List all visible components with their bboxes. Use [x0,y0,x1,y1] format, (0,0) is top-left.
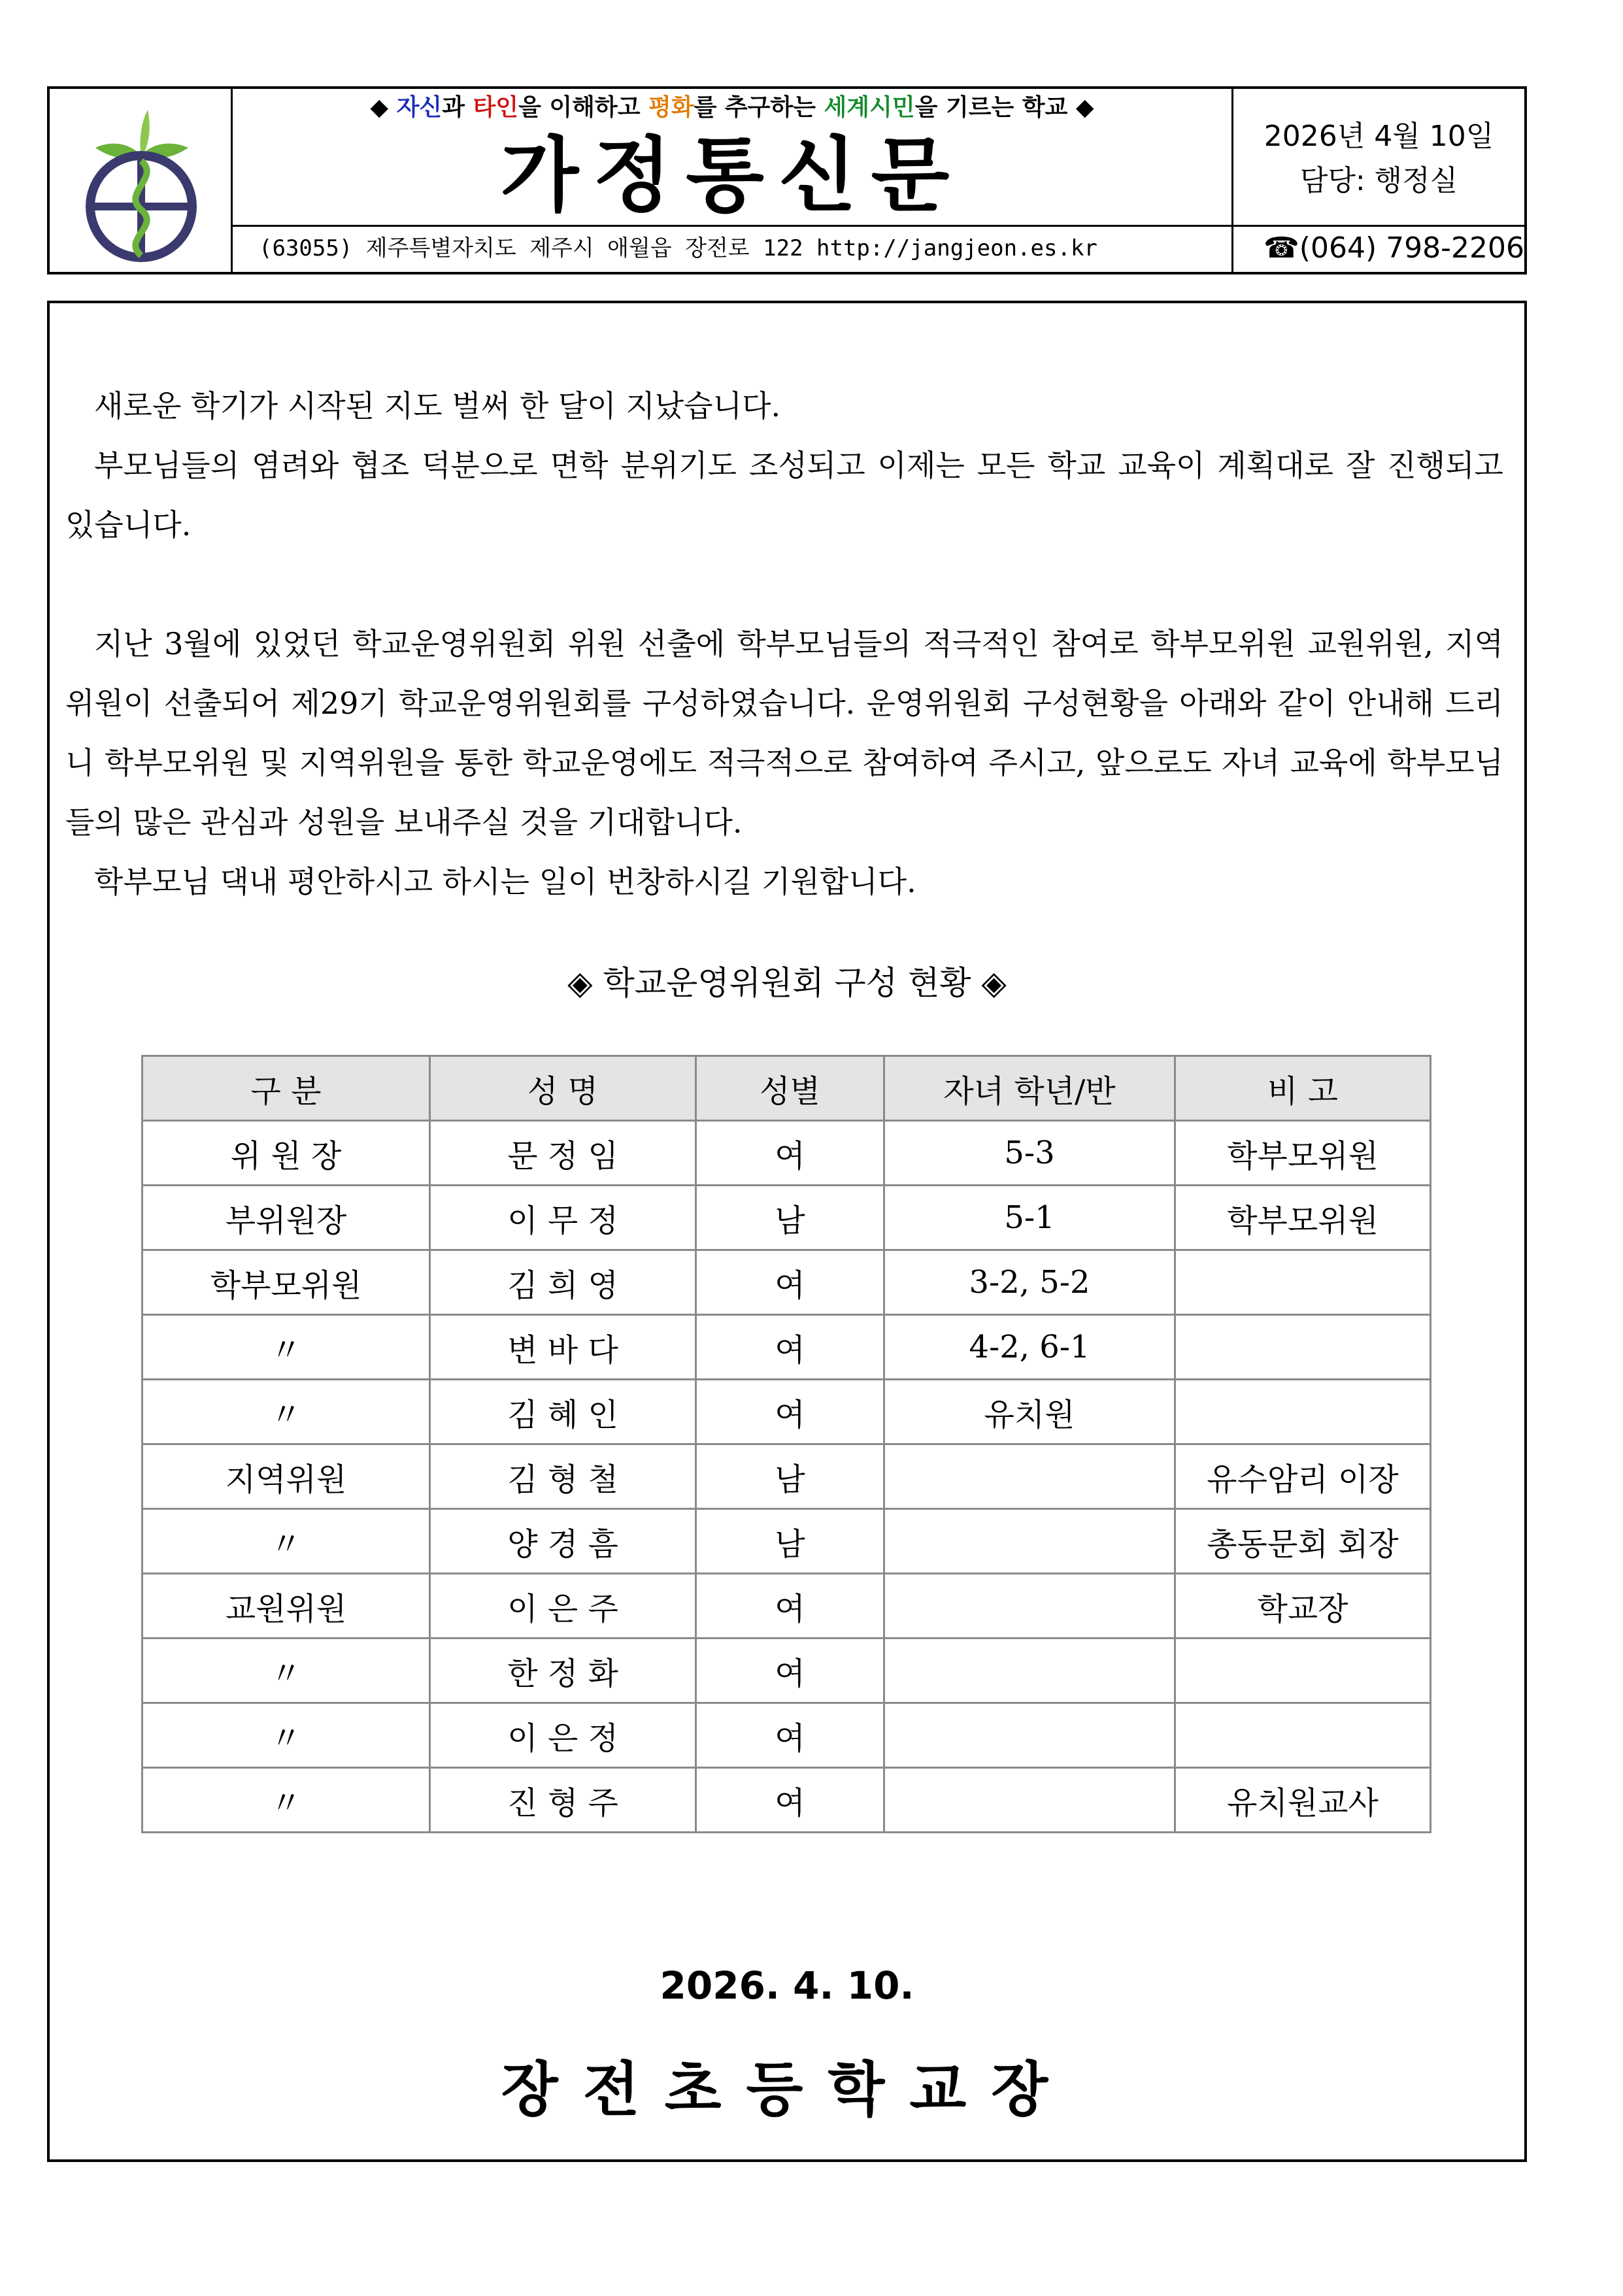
table-row [142,1444,1431,1509]
cell-gender: 여 [696,1768,884,1833]
cell-category: 교원위원 [142,1574,430,1639]
cell-gender: 남 [696,1444,884,1509]
cell-name: 김 희 영 [430,1250,696,1315]
cell-category: 위 원 장 [142,1121,430,1186]
table-row [142,1186,1431,1250]
cell-category: 지역위원 [142,1444,430,1509]
table-title: ◈ 학교운영위원회 구성 현황 ◈ [567,964,1007,1002]
motto-text-3: 를 추구하는 [694,94,824,121]
cell-category: 〃 [142,1315,430,1380]
cell-child-class: 5-3 [884,1121,1175,1186]
paragraph-4: 학부모님 댁내 평안하시고 하시는 일이 번창하시길 기원합니다. [94,864,916,899]
cell-remarks: 학부모위원 [1175,1186,1431,1250]
cell-remarks: 유수암리 이장 [1175,1444,1431,1509]
cell-name: 진 형 주 [430,1768,696,1833]
cell-remarks [1175,1639,1431,1703]
motto-word-peace: 평화 [648,94,694,121]
header-child-class: 자녀 학년/반 [884,1056,1175,1121]
cell-gender: 여 [696,1121,884,1186]
cell-category: 부위원장 [142,1186,430,1250]
table-row [142,1380,1431,1444]
cell-gender: 남 [696,1509,884,1574]
cell-child-class [884,1768,1175,1833]
cell-category: 〃 [142,1639,430,1703]
cell-gender: 여 [696,1380,884,1444]
paragraph-2: 부모님들의 염려와 협조 덕분으로 면학 분위기도 조성되고 이제는 모든 학교 교육이 계획대로 잘 진행되고 있습니다. [65,448,1503,542]
cell-child-class: 5-1 [884,1186,1175,1250]
motto-word-global-citizen: 세계시민 [824,94,915,121]
table-row [142,1768,1431,1833]
paragraph-3: 지난 3월에 있었던 학교운영위원회 위원 선출에 학부모님들의 적극적인 참여로 학부모위원 교원위원, 지역위원이 선출되어 제29기 학교운영위원회를 구성하였습니다. 운영위원회 구성현황을 아래와 같이 안내해 드리니 학부모위원 및 지역위원을 통한 학교운영에도 적극적으로 참여하여 주시고, 앞으로도 자녀 교육에 학부모님들의 많은 관심과 성원을 보내주실 것을 기대합니다. [65,626,1503,840]
cell-name: 문 정 임 [430,1121,696,1186]
cell-child-class: 3-2, 5-2 [884,1250,1175,1315]
letter-body [47,301,1527,2162]
signature-name: 장전초등학교장 [501,2055,1073,2124]
motto-lead: ◆ [370,94,397,121]
cell-child-class [884,1639,1175,1703]
school-phone: ☎(064) 798-2206 [1231,225,1524,272]
cell-child-class [884,1703,1175,1768]
cell-category: 〃 [142,1768,430,1833]
table-header-row [142,1056,1431,1121]
cell-category: 〃 [142,1509,430,1574]
cell-remarks: 학부모위원 [1175,1121,1431,1186]
table-row [142,1315,1431,1380]
cell-child-class [884,1444,1175,1509]
cell-remarks [1175,1703,1431,1768]
cell-name: 양 경 흠 [430,1509,696,1574]
cell-name: 이 무 정 [430,1186,696,1250]
cell-remarks [1175,1250,1431,1315]
cell-child-class: 4-2, 6-1 [884,1315,1175,1380]
school-logo-icon [76,95,207,265]
cell-category: 학부모위원 [142,1250,430,1315]
date-cell [1231,89,1524,225]
issue-date: 2026년 4월 10일 [1263,120,1494,153]
motto-text-2: 을 이해하고 [518,94,649,121]
cell-name: 김 형 철 [430,1444,696,1509]
cell-gender: 여 [696,1574,884,1639]
letterhead [47,86,1527,275]
table-row [142,1509,1431,1574]
cell-name: 김 혜 인 [430,1380,696,1444]
main-paragraphs [65,614,1503,912]
header-remarks: 비 고 [1175,1056,1431,1121]
cell-gender: 남 [696,1186,884,1250]
cell-child-class [884,1509,1175,1574]
cell-remarks [1175,1315,1431,1380]
cell-child-class [884,1574,1175,1639]
cell-gender: 여 [696,1250,884,1315]
committee-table [141,1055,1431,1833]
cell-category: 〃 [142,1703,430,1768]
school-motto [233,89,1231,127]
contact-person: 담당: 행정실 [1299,164,1458,197]
cell-name: 이 은 정 [430,1703,696,1768]
table-row [142,1121,1431,1186]
cell-remarks: 학교장 [1175,1574,1431,1639]
motto-word-others: 타인 [473,94,519,121]
school-address: (63055) 제주특별자치도 제주시 애월읍 장전로 122 http://jangjeon.es.kr [233,225,1231,272]
header-name: 성 명 [430,1056,696,1121]
cell-child-class: 유치원 [884,1380,1175,1444]
document-title: 가정통신문 [500,129,964,223]
table-row [142,1639,1431,1703]
header-gender: 성별 [696,1056,884,1121]
motto-text-4: 을 기르는 학교 ◆ [914,94,1094,121]
cell-remarks: 총동문회 회장 [1175,1509,1431,1574]
signature-date: 2026. 4. 10. [660,1963,914,2008]
table-row [142,1250,1431,1315]
cell-remarks: 유치원교사 [1175,1768,1431,1833]
cell-category: 〃 [142,1380,430,1444]
motto-word-self: 자신 [396,94,443,121]
cell-remarks [1175,1380,1431,1444]
school-logo-cell [50,89,233,272]
motto-text-1: 과 [442,94,473,121]
table-row [142,1703,1431,1768]
intro-paragraphs [65,376,1503,555]
paragraph-1: 새로운 학기가 시작된 지도 벌써 한 달이 지났습니다. [94,388,781,424]
header-category: 구 분 [142,1056,430,1121]
cell-name: 이 은 주 [430,1574,696,1639]
cell-gender: 여 [696,1639,884,1703]
cell-gender: 여 [696,1315,884,1380]
cell-gender: 여 [696,1703,884,1768]
table-row [142,1574,1431,1639]
cell-name: 한 정 화 [430,1639,696,1703]
cell-name: 변 바 다 [430,1315,696,1380]
